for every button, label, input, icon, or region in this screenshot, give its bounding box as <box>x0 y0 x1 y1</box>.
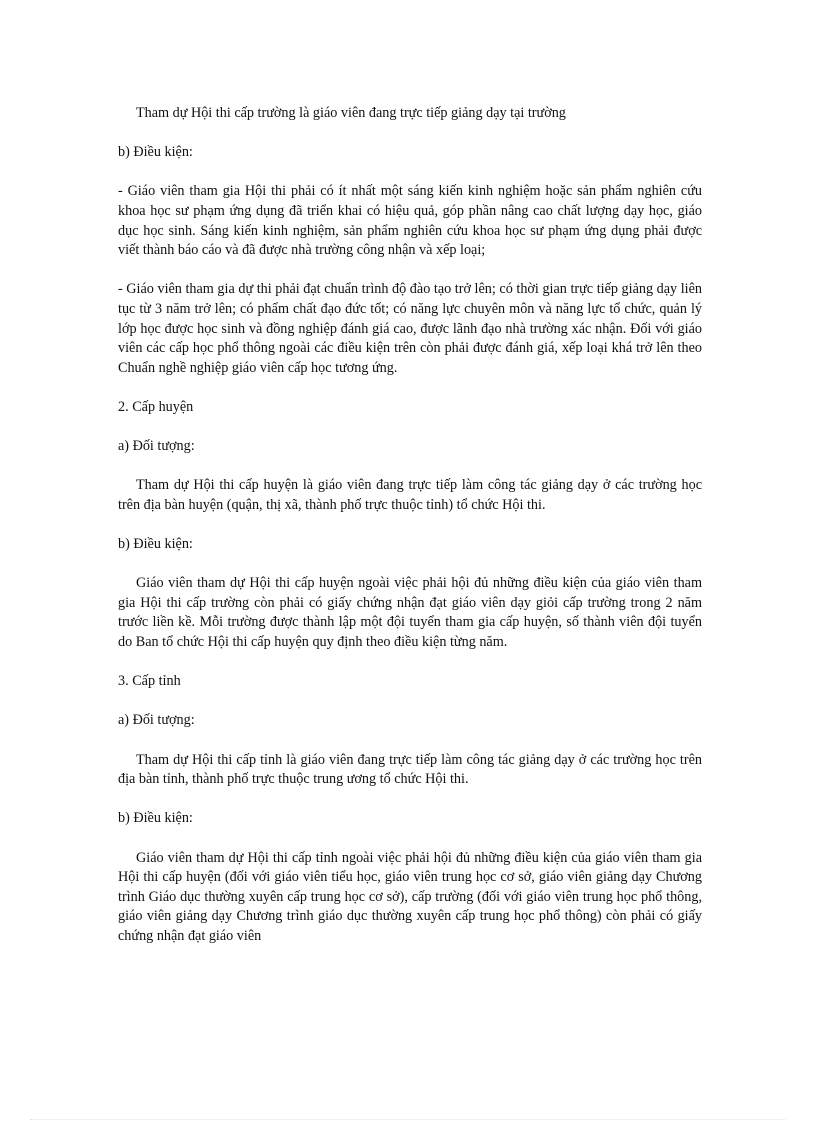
paragraph-school-condition-1: - Giáo viên tham gia Hội thi phải có ít nhất một sáng kiến kinh nghiệm hoặc sản phẩm nghiên cứu khoa học sư phạm ứng dụng đã triển khai có hiệu quả, góp phần nâng cao chất lượng dạy học, giáo dục học sinh. Sáng kiến kinh nghiệm, sản phẩm nghiên cứu khoa học sư phạm ứng dụng phải được viết thành báo cáo và đã được nhà trường công nhận và xếp loại; <box>118 183 702 259</box>
paragraph-province-participants: Tham dự Hội thi cấp tỉnh là giáo viên đang trực tiếp làm công tác giảng dạy ở các trường học trên địa bàn tỉnh, thành phố trực thuộc trung ương tổ chức Hội thi. <box>118 751 702 788</box>
paragraph-district-participants: Tham dự Hội thi cấp huyện là giáo viên đang trực tiếp làm công tác giảng dạy ở các trường học trên địa bàn huyện (quận, thị xã, thành phố trực thuộc tỉnh) tổ chức Hội thi. <box>118 477 702 513</box>
heading-province-conditions: b) Điều kiện: <box>118 810 193 827</box>
document-body <box>118 104 702 966</box>
heading-district-conditions: b) Điều kiện: <box>118 536 193 553</box>
page-bottom-divider <box>30 1119 786 1120</box>
heading-district-participants: a) Đối tượng: <box>118 438 195 455</box>
heading-district-level: 2. Cấp huyện <box>118 398 194 415</box>
heading-province-participants: a) Đối tượng: <box>118 712 195 729</box>
heading-school-conditions: b) Điều kiện: <box>118 144 193 161</box>
paragraph-school-participants: Tham dự Hội thi cấp trường là giáo viên đang trực tiếp giảng dạy tại trường <box>136 105 566 121</box>
paragraph-school-condition-2: - Giáo viên tham gia dự thi phải đạt chuẩn trình độ đào tạo trở lên; có thời gian trực tiếp giảng dạy liên tục từ 3 năm trở lên; có phẩm chất đạo đức tốt; có năng lực chuyên môn và năng lực tổ chức, quản lý lớp học được học sinh và đồng nghiệp đánh giá cao, được lãnh đạo nhà trường xác nhận. Đối với giáo viên các cấp học phổ thông ngoài các điều kiện trên còn phải được đánh giá, xếp loại khá trở lên theo Chuẩn nghề nghiệp giáo viên cấp học tương ứng. <box>118 281 702 376</box>
paragraph-province-conditions: Giáo viên tham dự Hội thi cấp tỉnh ngoài việc phải hội đủ những điều kiện của giáo viên tham gia Hội thi cấp huyện (đối với giáo viên tiểu học, giáo viên trung học cơ sở, giáo viên giảng dạy Chương trình Giáo dục thường xuyên cấp trung học cơ sở), cấp trường (đối với giáo viên trung học phổ thông, giáo viên giảng dạy Chương trình giáo dục thường xuyên cấp trung học phổ thông) còn phải có giấy chứng nhận đạt giáo viên <box>118 849 702 944</box>
heading-province-level: 3. Cấp tỉnh <box>118 673 181 690</box>
paragraph-district-conditions: Giáo viên tham dự Hội thi cấp huyện ngoài việc phải hội đủ những điều kiện của giáo viên tham gia Hội thi cấp trường còn phải có giấy chứng nhận đạt giáo viên dạy giỏi cấp trường trong 2 năm trước liền kề. Mỗi trường được thành lập một đội tuyển tham gia cấp huyện, số thành viên đội tuyển do Ban tổ chức Hội thi cấp huyện quy định theo điều kiện từng năm. <box>118 575 702 651</box>
